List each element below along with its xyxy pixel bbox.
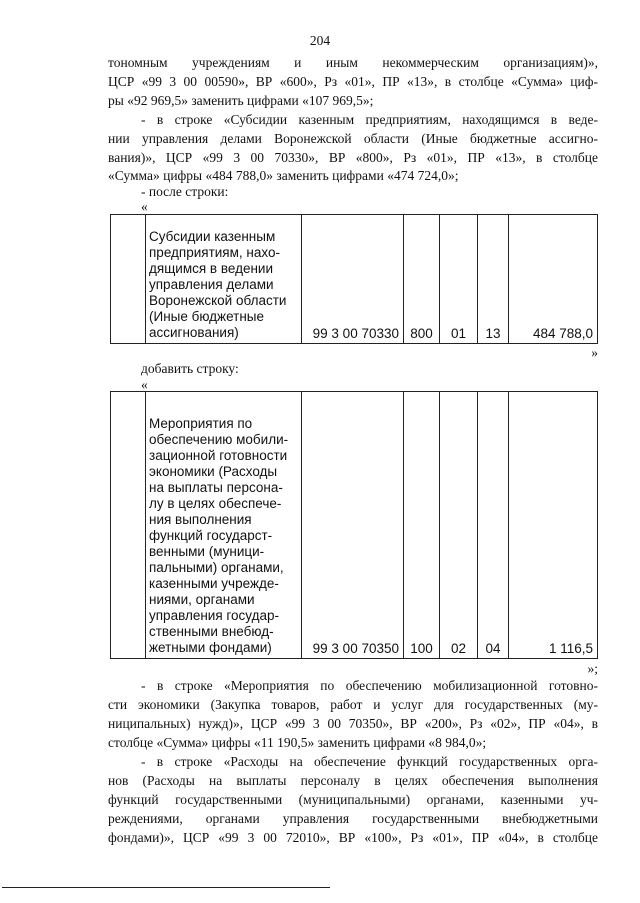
item-name-line: управления делами bbox=[149, 277, 274, 292]
rz-cell: 01 bbox=[440, 215, 478, 344]
text-line: «Сумма» цифры «484 788,0» заменить цифрами «474 724,0»; bbox=[108, 168, 459, 183]
item-name-line: лу в целях обеспече- bbox=[149, 496, 282, 511]
item-name-line: зационной готовности bbox=[149, 448, 288, 463]
sum-cell: 484 788,0 bbox=[509, 215, 598, 344]
open-quote: « bbox=[141, 377, 148, 392]
item-name-cell bbox=[146, 215, 302, 344]
vr-cell: 800 bbox=[404, 215, 440, 344]
budget-table-new-row bbox=[110, 391, 598, 659]
text-line: сти экономики (Закупка товаров, работ и услуг для государственных (му- bbox=[108, 697, 598, 712]
item-name-line: (Иные бюджетные bbox=[149, 309, 264, 324]
close-quote: » bbox=[591, 345, 598, 360]
rz-cell: 02 bbox=[440, 392, 478, 659]
table-row bbox=[111, 215, 598, 344]
page-number: 204 bbox=[309, 33, 331, 48]
item-name-line: обеспечению мобили- bbox=[149, 432, 289, 447]
item-name-line: ния выполнения bbox=[149, 512, 252, 527]
after-row-label: - после строки: bbox=[141, 184, 229, 199]
text-line: нов (Расходы на выплаты персоналу в целях обеспечения выполнения bbox=[108, 773, 598, 788]
text-line: ЦСР «99 3 00 00590», ВР «600», Рз «01», ПР «13», в столбце «Сумма» циф- bbox=[108, 74, 598, 89]
table-row bbox=[111, 392, 598, 659]
text-line: - в строке «Расходы на обеспечение функций государственных орга- bbox=[141, 754, 598, 769]
text-line: фондами)», ЦСР «99 3 00 72010», ВР «100», Рз «01», ПР «04», в столбце bbox=[108, 830, 598, 845]
text-line: вания)», ЦСР «99 3 00 70330», ВР «800», Рз «01», ПР «13», в столбце bbox=[108, 150, 598, 165]
pr-cell: 04 bbox=[478, 392, 509, 659]
footer-rule bbox=[2, 887, 330, 888]
item-name-line: на выплаты персона- bbox=[149, 480, 283, 495]
item-name-line: управления государ- bbox=[149, 608, 279, 623]
text-line: тономным учреждениям и иным некоммерческим организациям)», bbox=[108, 55, 598, 70]
item-name-line: ственными внебюд- bbox=[149, 624, 274, 639]
table-cell-empty bbox=[111, 392, 146, 659]
item-name-line: Мероприятия по bbox=[149, 416, 253, 431]
item-name-line: функций государст- bbox=[149, 528, 273, 543]
item-name-line: Субсидии казенным bbox=[149, 229, 276, 244]
text-line: реждениями, органами управления государственными внебюджетными bbox=[108, 811, 598, 826]
open-quote: « bbox=[141, 199, 148, 214]
item-name-line: ассигнования) bbox=[149, 325, 239, 340]
text-line: ры «92 969,5» заменить цифрами «107 969,5»; bbox=[108, 93, 374, 108]
budget-table-existing-row bbox=[110, 214, 598, 344]
item-name-line: экономики (Расходы bbox=[149, 464, 278, 479]
vr-cell: 100 bbox=[404, 392, 440, 659]
item-name-line: дящимся в ведении bbox=[149, 261, 274, 276]
close-quote: »; bbox=[587, 661, 598, 676]
item-name-line: Воронежской области bbox=[149, 293, 287, 308]
text-line: функций государственными (муниципальными) органами, казенными уч- bbox=[108, 792, 598, 807]
item-name-line: жетными фондами) bbox=[149, 640, 272, 655]
text-line: - в строке «Мероприятия по обеспечению мобилизационной готовно- bbox=[141, 678, 598, 693]
item-name-line: казенными учрежде- bbox=[149, 576, 279, 591]
text-line: нии управления делами Воронежской области (Иные бюджетные ассигно- bbox=[108, 131, 598, 146]
add-row-label: добавить строку: bbox=[141, 361, 239, 376]
csr-cell: 99 3 00 70350 bbox=[302, 392, 404, 659]
text-line: - в строке «Субсидии казенным предприятиям, находящимся в веде- bbox=[141, 112, 598, 127]
item-name-line: предприятиям, нахо- bbox=[149, 245, 280, 260]
item-name-line: венными (муници- bbox=[149, 544, 265, 559]
pr-cell: 13 bbox=[478, 215, 509, 344]
csr-cell: 99 3 00 70330 bbox=[302, 215, 404, 344]
item-name-cell bbox=[146, 392, 302, 659]
item-name-line: пальными) органами, bbox=[149, 560, 284, 575]
sum-cell: 1 116,5 bbox=[509, 392, 598, 659]
item-name-line: ниями, органами bbox=[149, 592, 255, 607]
text-line: ниципальных) нужд)», ЦСР «99 3 00 70350», ВР «200», Рз «02», ПР «04», в bbox=[108, 716, 598, 731]
table-cell-empty bbox=[111, 215, 146, 344]
text-line: столбце «Сумма» цифры «11 190,5» заменить цифрами «8 984,0»; bbox=[108, 735, 487, 750]
